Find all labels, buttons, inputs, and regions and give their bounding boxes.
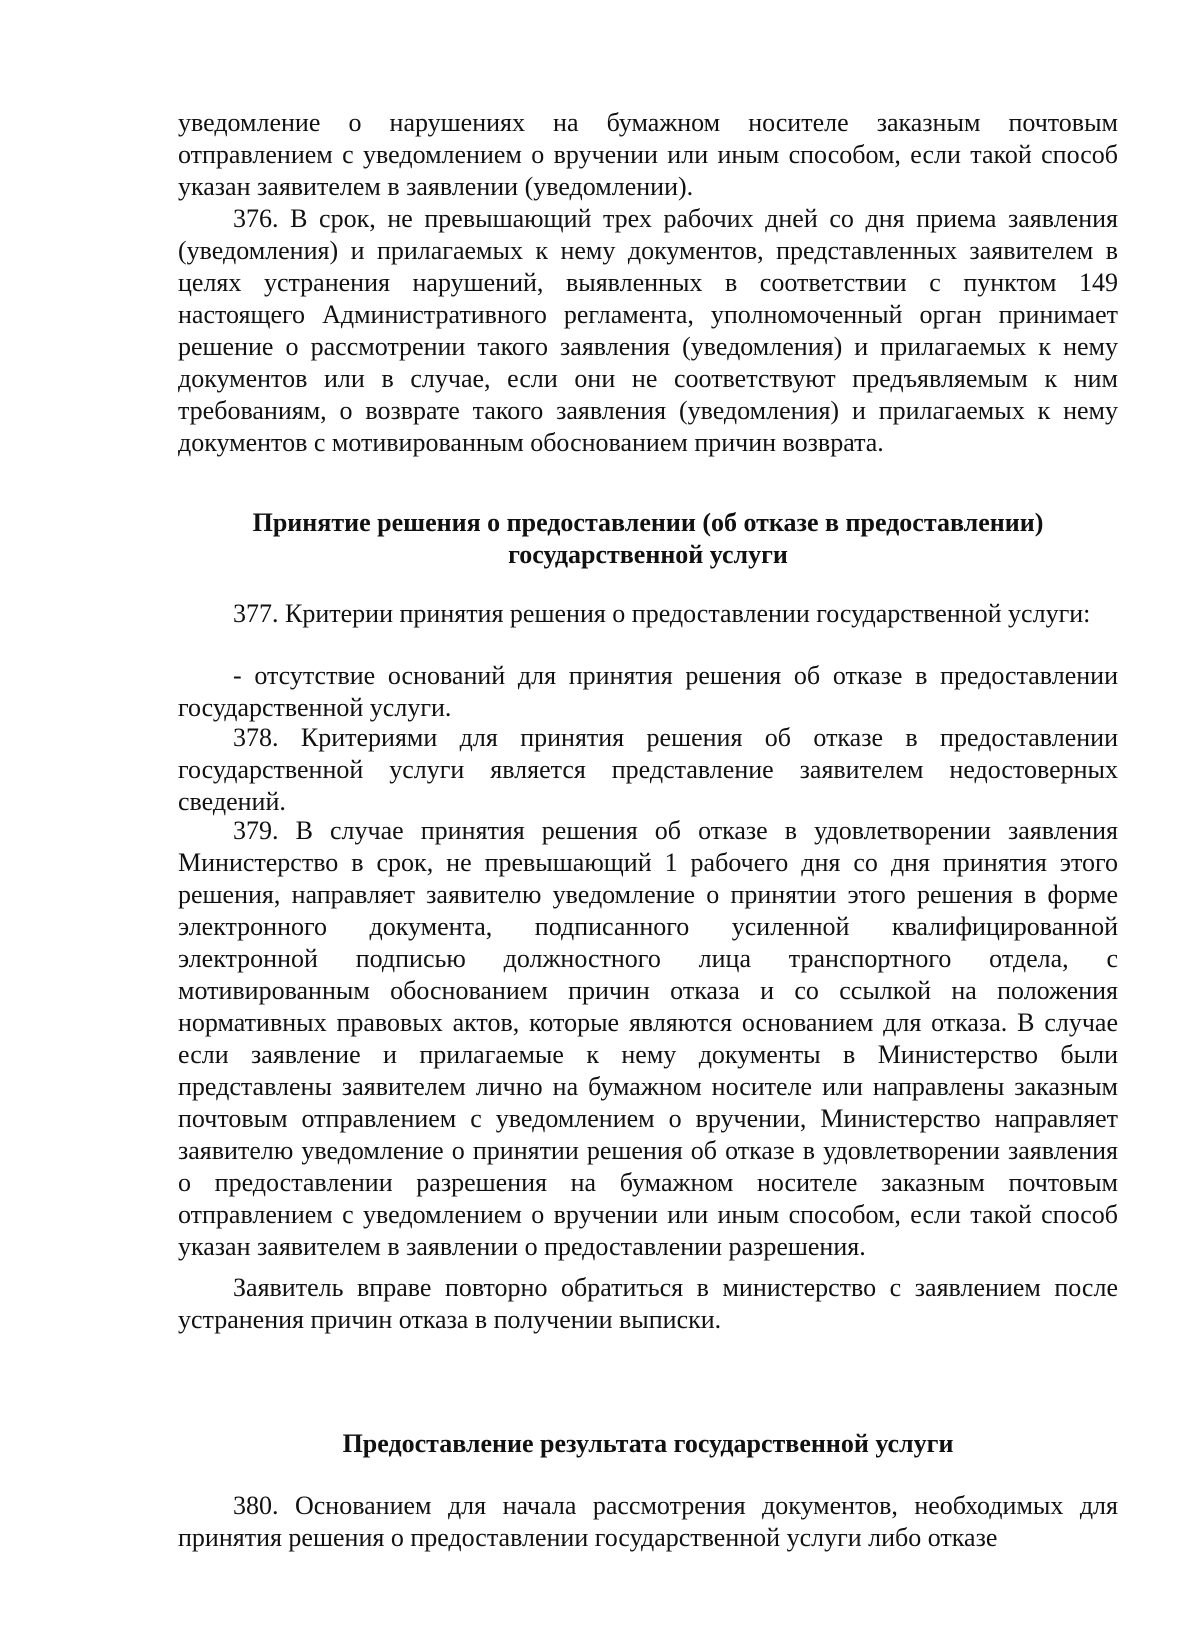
paragraph-376: 376. В срок, не превышающий трех рабочих дней со дня приема заявления (уведомления) и прилагаемых к нему документов, представленных заявителем в целях устранения нарушений, выявленных в соответствии с пунктом 149 настоящего Административного регламента, уполномоченный орган принимает решение о рассмотрении такого заявления (уведомления) и прилагаемых к нему документов или в случае, если они не соответствуют предъявляемым к ним требованиям, о возврате такого заявления (уведомления) и прилагаемых к нему документов с мотивированным обоснованием причин возврата. <box>178 204 1118 457</box>
paragraph-380: 380. Основанием для начала рассмотрения документов, необходимых для принятия решения о предоставлении государственной услуги либо отказе <box>178 1491 1118 1552</box>
section-heading-decision-line1: Принятие решения о предоставлении (об отказе в предоставлении) <box>252 508 1044 537</box>
paragraph-379: 379. В случае принятия решения об отказе в удовлетворении заявления Министерство в срок, не превышающий 1 рабочего дня со дня принятия этого решения, направляет заявителю уведомление о принятии этого решения в форме электронного документа, подписанного усиленной квалифицированной электронной подписью должностного лица транспортного отдела, с мотивированным обоснованием причин отказа и со ссылкой на положения нормативных правовых актов, которые являются основанием для отказа. В случае если заявление и прилагаемые к нему документы в Министерство были представлены заявителем лично на бумажном носителе или направлены заказным почтовым отправлением с уведомлением о вручении, Министерство направляет заявителю уведомление о принятии решения об отказе в удовлетворении заявления о предоставлении разрешения на бумажном носителе заказным почтовым отправлением с уведомлением о вручении или иным способом, если такой способ указан заявителем в заявлении о предоставлении разрешения. <box>178 816 1118 1261</box>
section-heading-result: Предоставление результата государственной услуги <box>342 1429 954 1458</box>
section-heading-decision-line2: государственной услуги <box>508 540 788 569</box>
paragraph-continuation: уведомление о нарушениях на бумажном носителе заказным почтовым отправлением с уведомлением о вручении или иным способом, если такой способ указан заявителем в заявлении (уведомлении). <box>178 108 1118 201</box>
paragraph-377-list-item: - отсутствие оснований для принятия решения об отказе в предоставлении государственной услуги. <box>178 661 1118 722</box>
paragraph-retry: Заявитель вправе повторно обратиться в министерство с заявлением после устранения причин отказа в получении выписки. <box>178 1273 1118 1334</box>
paragraph-378: 378. Критериями для принятия решения об отказе в предоставлении государственной услуги является представление заявителем недостоверных сведений. <box>178 723 1118 816</box>
paragraph-377: 377. Критерии принятия решения о предоставлении государственной услуги: <box>233 599 1091 628</box>
section-heading-decision <box>178 507 1118 571</box>
